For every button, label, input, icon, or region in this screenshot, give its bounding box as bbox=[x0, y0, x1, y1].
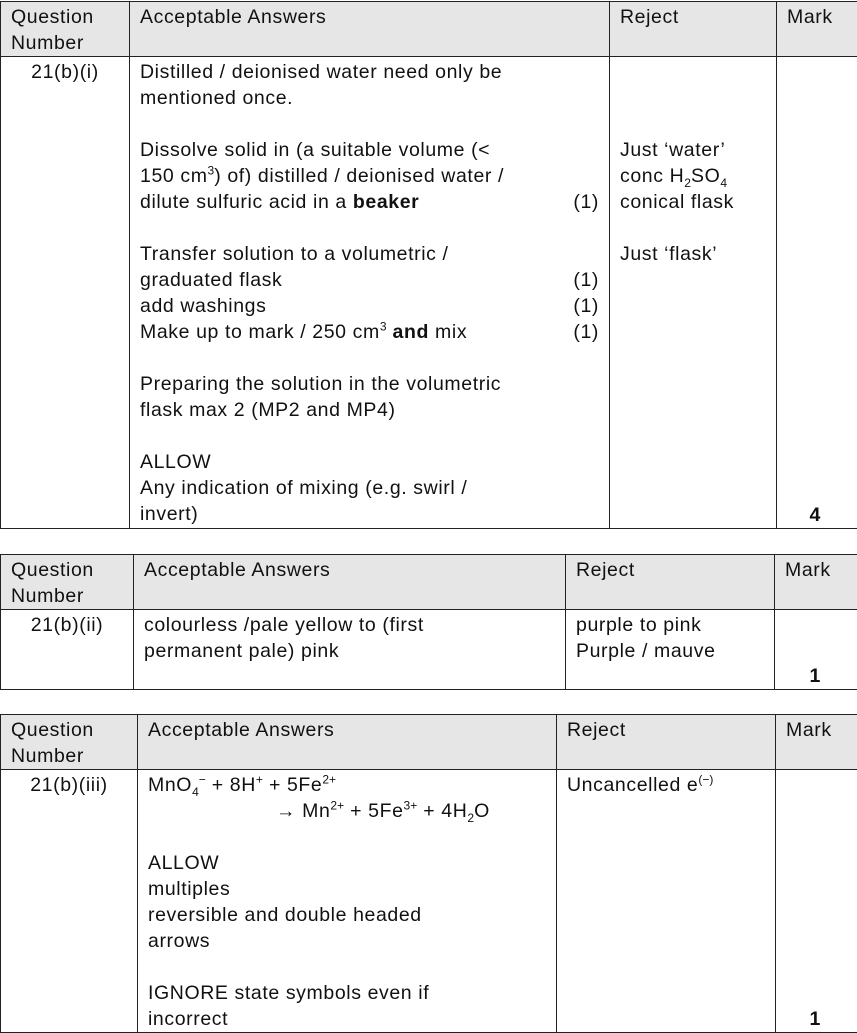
header-question-number: Question Number bbox=[1, 2, 130, 57]
equation-line-1: $MnO_4^- + 8H^+ + 5Fe^{2+}$ bbox=[148, 772, 546, 798]
mark-scheme-table-21bii bbox=[0, 554, 857, 690]
mark-value: 1 bbox=[810, 663, 821, 689]
mark-cell bbox=[776, 770, 857, 1033]
header-acceptable-answers: Acceptable Answers bbox=[130, 2, 610, 57]
acceptable-answers-cell: colourless /pale yellow to (first permanent pale) pink bbox=[134, 610, 566, 690]
mark-value: 4 bbox=[810, 502, 821, 528]
mark-value: 1 bbox=[810, 1006, 821, 1032]
mark-scheme-table-21biii bbox=[0, 714, 857, 1033]
header-mark: Mark bbox=[777, 2, 857, 57]
reject-cell: Uncancelled e(−) bbox=[557, 770, 776, 1033]
header-acceptable-answers: Acceptable Answers bbox=[138, 715, 557, 770]
question-number: 21(b)(iii) bbox=[1, 770, 138, 1033]
mark-cell bbox=[775, 610, 857, 690]
equation-line-2: → $Mn^{2+} + 5Fe^{3+} + 4H_2O$ bbox=[148, 798, 546, 824]
question-number: 21(b)(i) bbox=[1, 57, 130, 529]
header-acceptable-answers: Acceptable Answers bbox=[134, 555, 566, 610]
header-mark: Mark bbox=[776, 715, 857, 770]
question-number: 21(b)(ii) bbox=[1, 610, 134, 690]
header-question-number: Question Number bbox=[1, 715, 138, 770]
reject-cell: purple to pink Purple / mauve bbox=[566, 610, 775, 690]
acceptable-answers-cell: Distilled / deionised water need only be mentioned once. Dissolve solid in (a suitable volume (< 150 $cm^3$) of) distilled / deionised water / dilute sulfuric acid in a beaker (1) Transfer solution to a volumetric / graduated flask (1) add washings (1) Make up to mark / 250 $cm^3$ and mix (1) Preparing the solution in the volumetric flask max 2 (MP2 and MP4) ALLOW Any indication of mixing (e.g. swirl / invert) bbox=[130, 57, 610, 529]
reject-cell: Just ‘water’ conc $H_2SO_4$ conical flask Just ‘flask’ bbox=[610, 57, 777, 529]
acceptable-answers-cell: $MnO_4^- + 8H^+ + 5Fe^{2+}$ → $Mn^{2+} + 5Fe^{3+} + 4H_2O$ ALLOW multiples reversible and double headed arrows IGNORE state symbols even if incorrect bbox=[138, 770, 557, 1033]
header-reject: Reject bbox=[566, 555, 775, 610]
mark-scheme-table-21bi bbox=[0, 1, 857, 529]
header-mark: Mark bbox=[775, 555, 857, 610]
header-reject: Reject bbox=[610, 2, 777, 57]
mark-cell bbox=[777, 57, 857, 529]
header-reject: Reject bbox=[557, 715, 776, 770]
header-question-number: Question Number bbox=[1, 555, 134, 610]
